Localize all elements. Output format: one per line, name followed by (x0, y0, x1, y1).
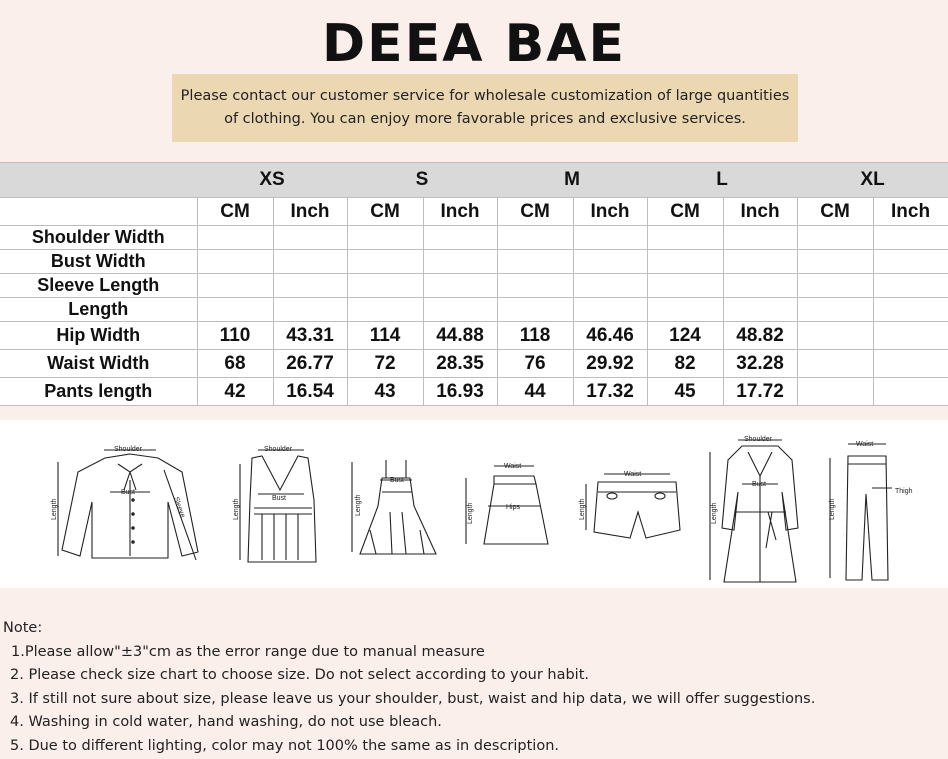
table-cell: 17.32 (573, 378, 647, 406)
table-cell: 44 (497, 378, 573, 406)
label-waist: Waist (624, 471, 642, 478)
label-length: Length (467, 502, 474, 524)
garment-diagrams-svg (0, 420, 948, 588)
table-cell (797, 226, 873, 250)
unit-inch: Inch (723, 198, 797, 226)
table-cell (497, 250, 573, 274)
table-cell (873, 250, 948, 274)
table-cell: 42 (197, 378, 273, 406)
unit-header-blank (0, 198, 197, 226)
table-cell (423, 298, 497, 322)
unit-cm: CM (197, 198, 273, 226)
table-cell (647, 250, 723, 274)
table-cell (497, 226, 573, 250)
label-waist: Waist (504, 463, 522, 470)
table-cell (423, 274, 497, 298)
table-cell (273, 274, 347, 298)
table-cell (347, 250, 423, 274)
table-cell: 76 (497, 350, 573, 378)
table-row (0, 350, 948, 378)
table-cell (347, 226, 423, 250)
table-cell: 17.72 (723, 378, 797, 406)
skirt-diagram (466, 463, 548, 544)
table-cell (873, 274, 948, 298)
size-header-row (0, 163, 948, 198)
table-cell: 32.28 (723, 350, 797, 378)
banner-line-2: of clothing. You can enjoy more favorable prices and exclusive services. (224, 111, 746, 127)
table-cell: 68 (197, 350, 273, 378)
row-label-shoulder-width: Shoulder Width (0, 226, 197, 250)
table-cell (873, 350, 948, 378)
table-cell (573, 250, 647, 274)
size-s: S (347, 163, 497, 198)
label-length: Length (829, 498, 836, 520)
note-item: 3. If still not sure about size, please leave us your shoulder, bust, waist and hip data, we will offer suggestions. (10, 690, 816, 707)
size-chart-table (0, 162, 948, 406)
table-cell (723, 250, 797, 274)
table-cell (647, 298, 723, 322)
table-cell: 28.35 (423, 350, 497, 378)
table-cell (423, 226, 497, 250)
garment-diagrams (0, 420, 948, 588)
table-cell (497, 298, 573, 322)
table-cell: 16.54 (273, 378, 347, 406)
table-cell: 72 (347, 350, 423, 378)
notes-section (3, 617, 943, 758)
table-cell: 118 (497, 322, 573, 350)
table-cell (197, 298, 273, 322)
size-xl: XL (797, 163, 948, 198)
table-cell: 110 (197, 322, 273, 350)
notes-heading: Note: (3, 620, 43, 636)
table-cell (273, 298, 347, 322)
label-bust: Bust (272, 495, 287, 502)
table-cell: 114 (347, 322, 423, 350)
brand-title: DEEA BAE (322, 14, 626, 74)
table-cell (573, 298, 647, 322)
blouse-diagram (51, 446, 198, 560)
table-cell (723, 274, 797, 298)
row-label-hip-width: Hip Width (0, 322, 197, 350)
table-cell (797, 322, 873, 350)
table-cell: 82 (647, 350, 723, 378)
table-cell (873, 226, 948, 250)
table-cell (647, 226, 723, 250)
table-cell (797, 350, 873, 378)
label-shoulder: Shoulder (264, 446, 293, 453)
table-cell (347, 274, 423, 298)
note-item: 2. Please check size chart to choose size. Do not select according to your habit. (10, 667, 590, 683)
unit-inch: Inch (423, 198, 497, 226)
table-cell (797, 274, 873, 298)
table-cell: 43.31 (273, 322, 347, 350)
label-waist: Waist (856, 441, 874, 448)
label-length: Length (711, 502, 718, 524)
table-cell (423, 250, 497, 274)
table-cell (797, 378, 873, 406)
unit-cm: CM (347, 198, 423, 226)
table-cell (273, 250, 347, 274)
slip-dress-diagram (352, 460, 436, 554)
table-cell: 124 (647, 322, 723, 350)
vest-top-diagram (233, 446, 316, 562)
size-l: L (647, 163, 797, 198)
wholesale-banner (172, 74, 798, 142)
table-cell (723, 226, 797, 250)
unit-inch: Inch (273, 198, 347, 226)
row-label-length: Length (0, 298, 197, 322)
label-length: Length (579, 498, 586, 520)
label-hips: Hips (506, 504, 521, 511)
table-cell (273, 226, 347, 250)
table-cell: 29.92 (573, 350, 647, 378)
unit-header-row (0, 198, 948, 226)
table-cell (723, 298, 797, 322)
table-cell: 26.77 (273, 350, 347, 378)
label-bust: Bust (390, 477, 405, 484)
table-cell (797, 298, 873, 322)
row-label-waist-width: Waist Width (0, 350, 197, 378)
table-cell (197, 274, 273, 298)
unit-inch: Inch (873, 198, 948, 226)
size-header-blank (0, 163, 197, 198)
table-row (0, 322, 948, 350)
size-m: M (497, 163, 647, 198)
table-row (0, 250, 948, 274)
label-sleeve: Sleeve (172, 496, 187, 519)
table-cell (573, 226, 647, 250)
trench-coat-diagram (710, 436, 798, 582)
table-cell (573, 274, 647, 298)
unit-cm: CM (647, 198, 723, 226)
unit-cm: CM (797, 198, 873, 226)
label-length: Length (51, 498, 58, 520)
table-cell (197, 250, 273, 274)
row-label-sleeve-length: Sleeve Length (0, 274, 197, 298)
shorts-diagram (579, 471, 680, 538)
unit-inch: Inch (573, 198, 647, 226)
label-bust: Bust (752, 481, 767, 488)
table-cell (873, 378, 948, 406)
table-row (0, 226, 948, 250)
note-item: 1.Please allow"±3"cm as the error range due to manual measure (11, 643, 485, 660)
table-cell: 46.46 (573, 322, 647, 350)
table-cell: 44.88 (423, 322, 497, 350)
table-cell: 43 (347, 378, 423, 406)
table-cell (797, 250, 873, 274)
banner-line-1: Please contact our customer service for wholesale customization of large quantities (180, 88, 790, 104)
label-length: Length (233, 498, 240, 520)
table-cell (647, 274, 723, 298)
label-length: Length (355, 494, 362, 516)
note-item: 5. Due to different lighting, color may not 100% the same as in description. (10, 737, 560, 754)
table-row (0, 274, 948, 298)
label-shoulder: Shoulder (744, 436, 773, 443)
row-label-bust-width: Bust Width (0, 250, 197, 274)
table-row (0, 378, 948, 406)
size-xs: XS (197, 163, 347, 198)
table-cell (197, 226, 273, 250)
row-label-pants-length: Pants length (0, 378, 197, 406)
table-cell (873, 298, 948, 322)
table-cell: 48.82 (723, 322, 797, 350)
label-bust: Bust (121, 489, 136, 496)
label-shoulder: Shoulder (114, 446, 143, 453)
note-item: 4. Washing in cold water, hand washing, do not use bleach. (10, 714, 442, 730)
trousers-diagram (829, 441, 913, 580)
unit-cm: CM (497, 198, 573, 226)
table-cell: 16.93 (423, 378, 497, 406)
table-cell: 45 (647, 378, 723, 406)
table-cell (497, 274, 573, 298)
table-cell (347, 298, 423, 322)
table-cell (873, 322, 948, 350)
table-row (0, 298, 948, 322)
label-thigh: Thigh (895, 488, 913, 495)
